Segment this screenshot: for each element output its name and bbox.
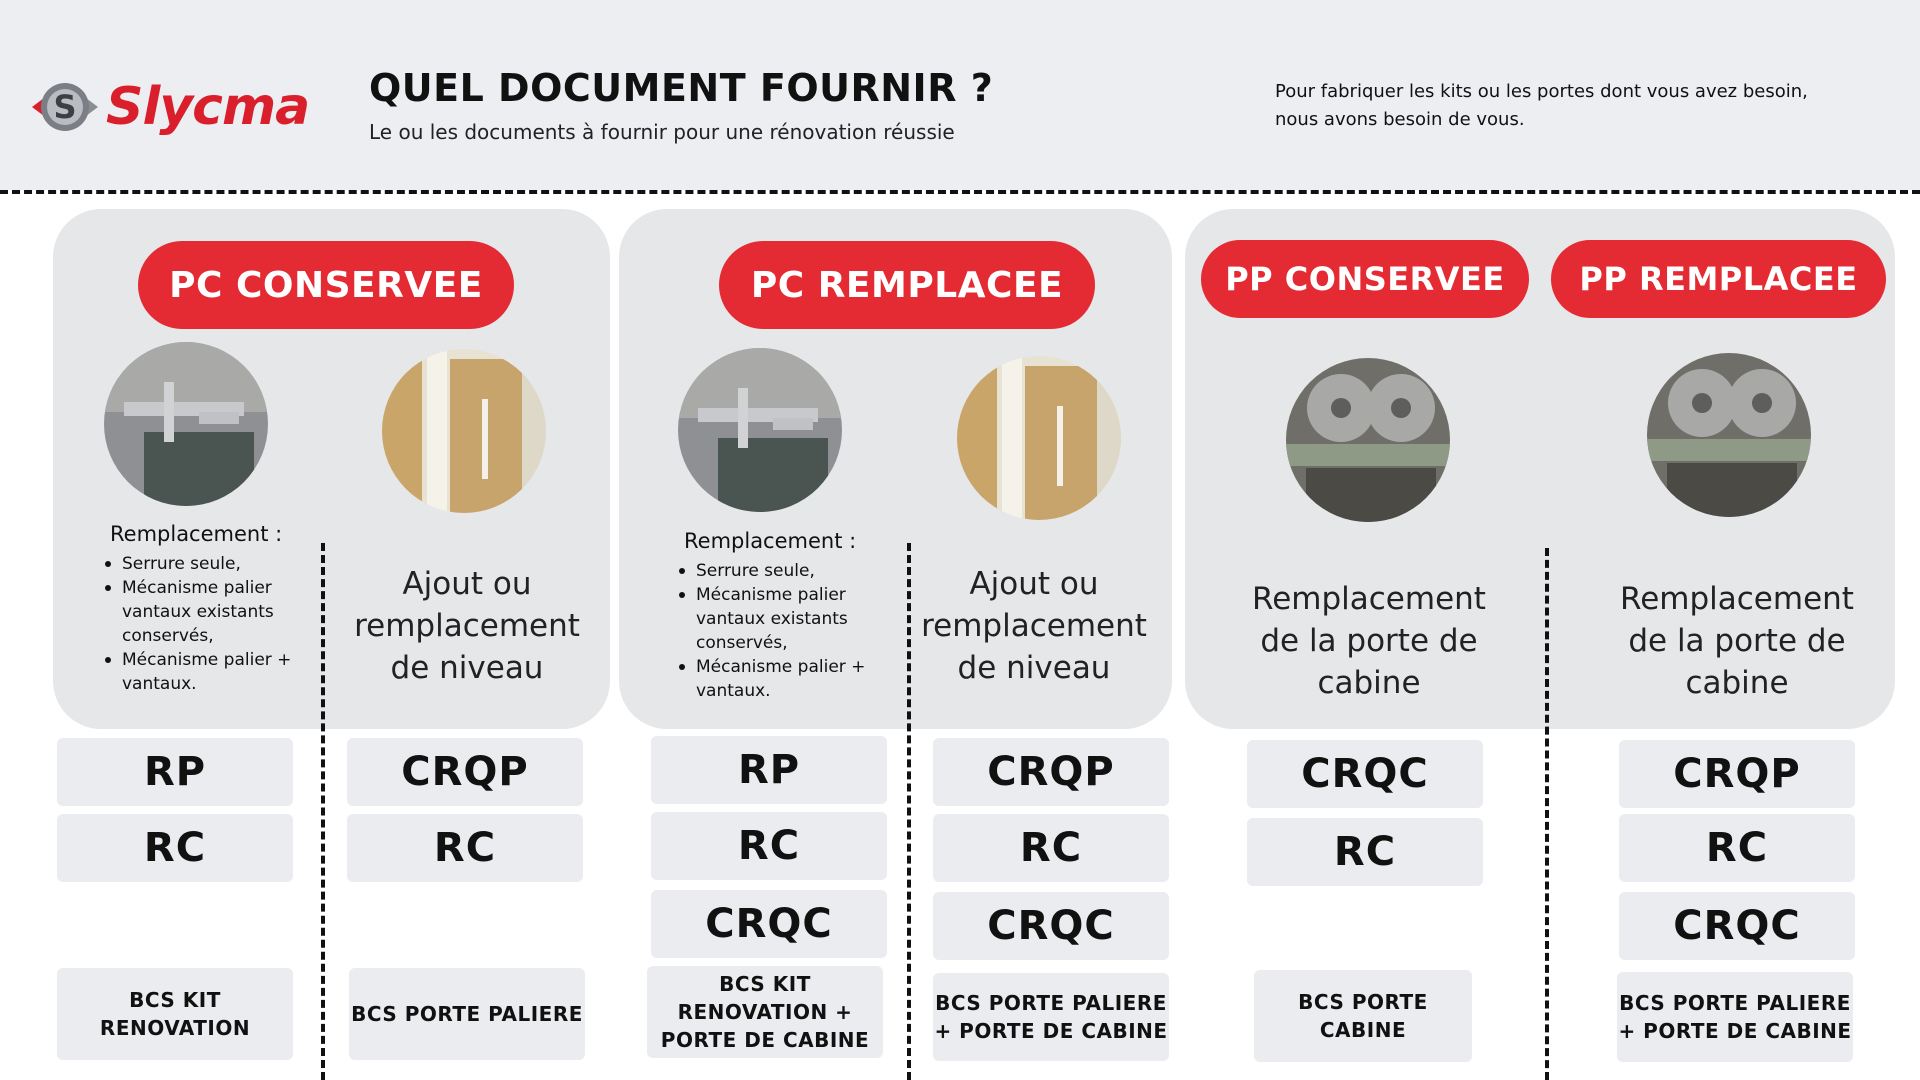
desc-pc-conservee-niveau: [336, 563, 598, 689]
bcs-line: BCS PORTE PALIERE: [1619, 991, 1851, 1015]
header-note-line-1: Pour fabriquer les kits ou les portes dont vous avez besoin,: [1275, 81, 1808, 102]
desc-line: remplacement: [921, 608, 1147, 644]
bcs-line: BCS PORTE PALIERE: [935, 991, 1167, 1015]
cabin-door-operator-photo: [1286, 358, 1450, 522]
bcs-line: RENOVATION +: [677, 1000, 853, 1024]
code-card: RP: [57, 738, 293, 806]
elevator-door-photo-2: [957, 356, 1121, 520]
bcs-line: BCS PORTE PALIERE: [351, 1002, 583, 1026]
replacement-list-pc-conservee: [100, 522, 310, 696]
desc-pc-remplacee-niveau: [903, 563, 1165, 689]
landing-door-mechanism-photo: [104, 342, 268, 506]
slycma-logo: [30, 78, 320, 136]
bcs-line: + PORTE DE CABINE: [1618, 1019, 1852, 1043]
bcs-card-paliere-cabine-pp: [1617, 972, 1853, 1062]
bcs-line: PORTE DE CABINE: [660, 1028, 870, 1052]
desc-line: remplacement: [354, 608, 580, 644]
desc-line: cabine: [1317, 665, 1421, 701]
code-card: RC: [57, 814, 293, 882]
pill-pc-remplacee: PC REMPLACEE: [719, 241, 1095, 329]
bcs-card-kit-renovation: [57, 968, 293, 1060]
bcs-line: BCS KIT: [129, 988, 221, 1012]
divider-pp: [1545, 548, 1549, 1080]
pill-pc-conservee: PC CONSERVEE: [138, 241, 514, 329]
bcs-card-porte-cabine: [1254, 970, 1472, 1062]
code-card: CRQC: [1247, 740, 1483, 808]
header-note: [1275, 78, 1875, 134]
svg-text:S: S: [53, 88, 77, 126]
elevator-door-photo: [382, 349, 546, 513]
code-card: RC: [1619, 814, 1855, 882]
divider-pc-conservee: [321, 543, 325, 1080]
logo-wordmark: Slycma: [106, 77, 310, 137]
replacement-title: Remplacement :: [684, 529, 857, 553]
desc-pp-remplacee: [1598, 578, 1876, 704]
code-card: CRQP: [347, 738, 583, 806]
code-card: RC: [1247, 818, 1483, 886]
bcs-line: RENOVATION: [99, 1016, 251, 1040]
list-item: Serrure seule,: [100, 552, 310, 576]
list-item: Mécanisme palier + vantaux.: [674, 655, 884, 703]
desc-pp-conservee: [1230, 578, 1508, 704]
bcs-card-paliere-cabine: [933, 973, 1169, 1061]
page-header: [0, 0, 1920, 190]
desc-line: Ajout ou: [402, 566, 532, 602]
pill-pp-remplacee: PP REMPLACEE: [1551, 240, 1886, 318]
code-card: RC: [347, 814, 583, 882]
list-item: Serrure seule,: [674, 559, 884, 583]
bcs-line: BCS KIT: [719, 972, 811, 996]
code-card: CRQP: [1619, 740, 1855, 808]
code-card: CRQC: [933, 892, 1169, 960]
desc-line: de la porte de: [1260, 623, 1478, 659]
desc-line: de niveau: [390, 650, 544, 686]
code-card: CRQC: [1619, 892, 1855, 960]
code-card: RC: [651, 812, 887, 880]
desc-line: Ajout ou: [969, 566, 1099, 602]
page-subtitle: Le ou les documents à fournir pour une rénovation réussie: [369, 120, 955, 144]
bcs-line: BCS PORTE CABINE: [1298, 990, 1428, 1042]
desc-line: Remplacement: [1252, 581, 1486, 617]
code-card: RC: [933, 814, 1169, 882]
header-note-line-2: nous avons besoin de vous.: [1275, 109, 1525, 130]
pill-pp-conservee: PP CONSERVEE: [1201, 240, 1529, 318]
page-title: QUEL DOCUMENT FOURNIR ?: [369, 66, 994, 110]
code-card: CRQC: [651, 890, 887, 958]
bcs-card-porte-paliere: [349, 968, 585, 1060]
desc-line: cabine: [1685, 665, 1789, 701]
code-card: RP: [651, 736, 887, 804]
list-item: Mécanisme palier vantaux existants conservés,: [100, 576, 310, 648]
replacement-list-pc-remplacee: [674, 529, 884, 703]
landing-door-mechanism-photo-2: [678, 348, 842, 512]
bcs-card-kit-renovation-cabine: [647, 966, 883, 1058]
list-item: Mécanisme palier vantaux existants conservés,: [674, 583, 884, 655]
logo-emblem-icon: [30, 78, 100, 136]
list-item: Mécanisme palier + vantaux.: [100, 648, 310, 696]
replacement-title: Remplacement :: [110, 522, 283, 546]
bcs-line: + PORTE DE CABINE: [934, 1019, 1168, 1043]
desc-line: de la porte de: [1628, 623, 1846, 659]
desc-line: de niveau: [957, 650, 1111, 686]
cabin-door-operator-photo-2: [1647, 353, 1811, 517]
code-card: CRQP: [933, 738, 1169, 806]
divider-pc-remplacee: [907, 543, 911, 1080]
desc-line: Remplacement: [1620, 581, 1854, 617]
header-divider: [0, 190, 1920, 194]
